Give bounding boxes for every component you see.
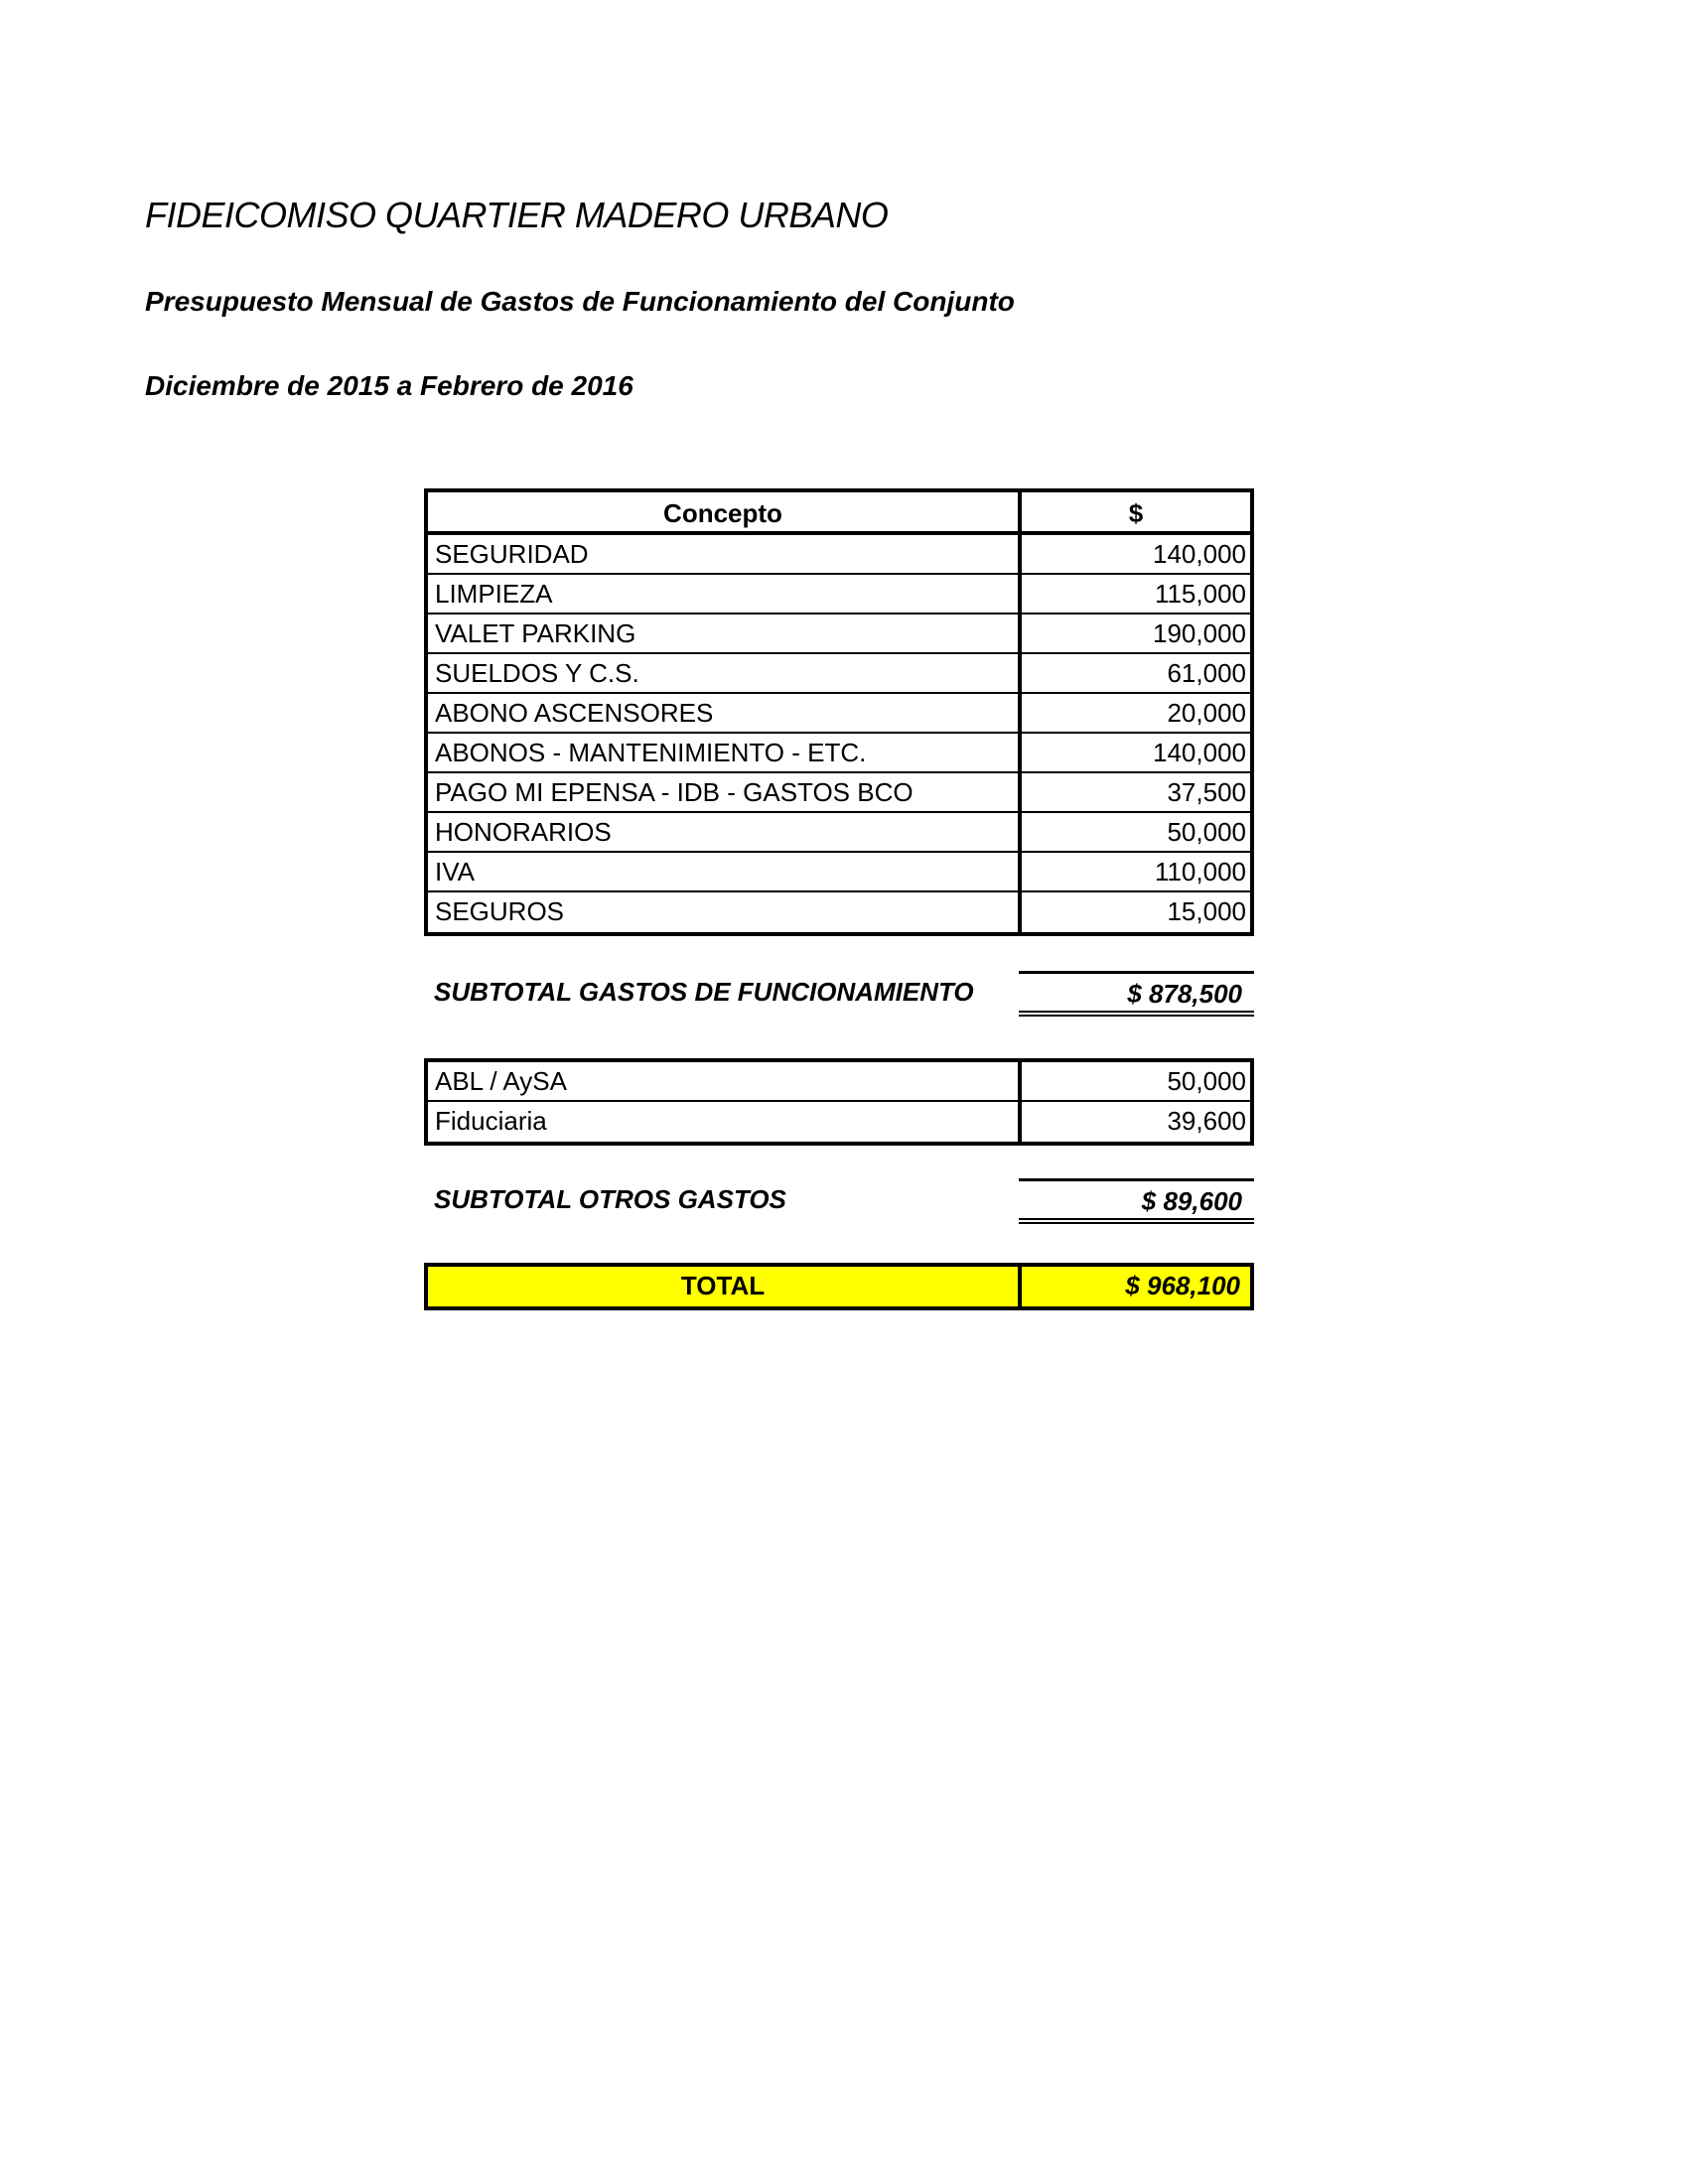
- table-row-concept: IVA: [428, 853, 1022, 892]
- table-row-concept: SEGURIDAD: [428, 535, 1022, 575]
- table-row-amount: 20,000: [1022, 694, 1250, 734]
- table-row-amount: 190,000: [1022, 614, 1250, 654]
- document-title: FIDEICOMISO QUARTIER MADERO URBANO: [145, 195, 889, 235]
- table-row-concept: SEGUROS: [428, 892, 1022, 932]
- table-row-concept: PAGO MI EPENSA - IDB - GASTOS BCO: [428, 773, 1022, 813]
- document-period: Diciembre de 2015 a Febrero de 2016: [145, 370, 633, 401]
- table-row-amount: 140,000: [1022, 734, 1250, 773]
- table-row-concept: HONORARIOS: [428, 813, 1022, 853]
- table-row-concept: ABL / AySA: [428, 1062, 1022, 1102]
- table-row-concept: LIMPIEZA: [428, 575, 1022, 614]
- table-row-concept: VALET PARKING: [428, 614, 1022, 654]
- table-row-amount: 50,000: [1022, 1062, 1250, 1102]
- table-row-concept: Fiduciaria: [428, 1102, 1022, 1142]
- expenses-table: [424, 488, 1254, 936]
- table-row-amount: 140,000: [1022, 535, 1250, 575]
- table-row-amount: 61,000: [1022, 654, 1250, 694]
- column-header-concepto: Concepto: [428, 492, 1022, 535]
- total-row: [424, 1263, 1254, 1310]
- table-row-concept: SUELDOS Y C.S.: [428, 654, 1022, 694]
- other-expenses-table: [424, 1058, 1254, 1146]
- table-row-amount: 110,000: [1022, 853, 1250, 892]
- table-row-amount: 115,000: [1022, 575, 1250, 614]
- column-header-amount: $: [1022, 492, 1250, 535]
- subtotal-funcionamiento-value: $ 878,500: [1019, 971, 1254, 1017]
- table-row-amount: 39,600: [1167, 1106, 1246, 1136]
- table-row-concept: ABONOS - MANTENIMIENTO - ETC.: [428, 734, 1022, 773]
- table-row-amount: 50,000: [1022, 813, 1250, 853]
- total-label: TOTAL: [428, 1267, 1022, 1306]
- total-value: $ 968,100: [1125, 1271, 1240, 1300]
- document-subtitle: Presupuesto Mensual de Gastos de Funcionamiento del Conjunto: [145, 286, 1015, 317]
- subtotal-otros-value: $ 89,600: [1019, 1178, 1254, 1224]
- table-row-amount: 15,000: [1167, 896, 1246, 926]
- table-row-amount: 37,500: [1022, 773, 1250, 813]
- subtotal-funcionamiento-label: SUBTOTAL GASTOS DE FUNCIONAMIENTO: [434, 977, 974, 1007]
- subtotal-otros-label: SUBTOTAL OTROS GASTOS: [434, 1184, 786, 1214]
- table-row-concept: ABONO ASCENSORES: [428, 694, 1022, 734]
